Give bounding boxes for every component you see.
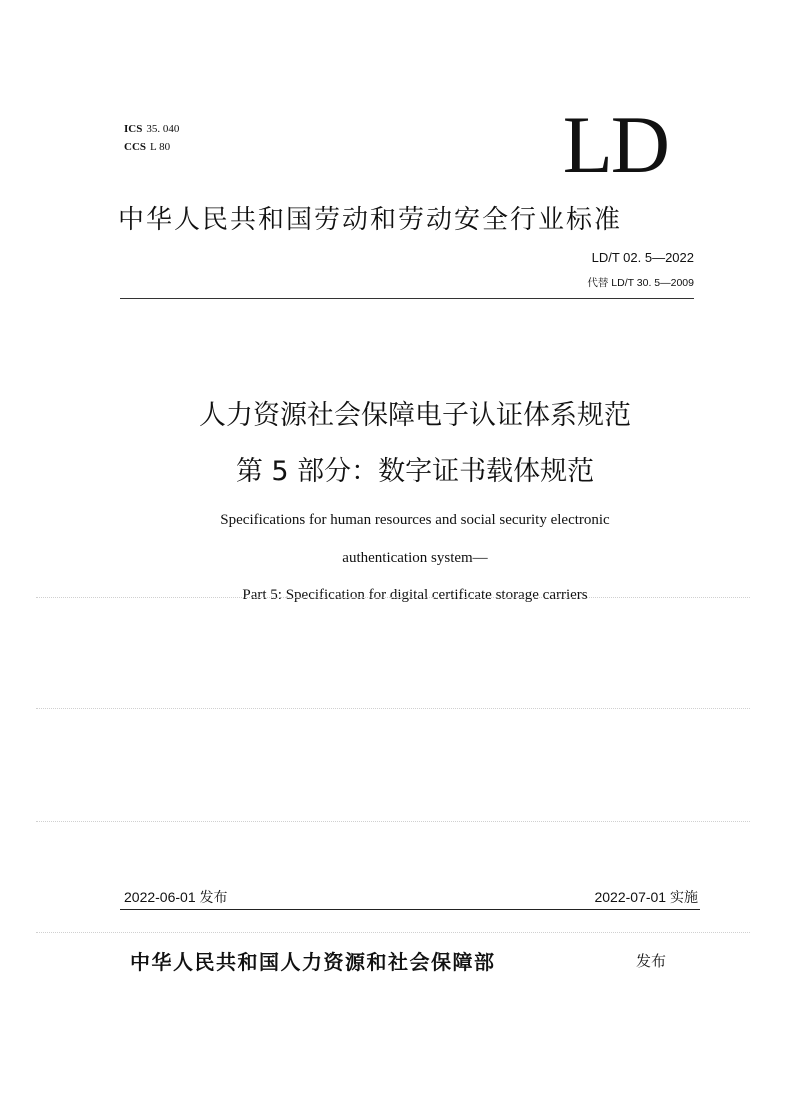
standard-number: LD/T 02. 5—2022 <box>591 250 694 265</box>
ld-logo: LD <box>562 99 668 190</box>
title-english-line-1: Specifications for human resources and social security electronic <box>220 512 610 528</box>
standard-category: 中华人民共和国劳动和劳动安全行业标准 <box>118 205 623 235</box>
ics-value: 35. 040 <box>146 123 180 135</box>
dotted-guide-line <box>36 932 750 933</box>
ccs-label: CCS <box>124 141 147 153</box>
title-english-line-3: Part 5: Specification for digital certificate storage carriers <box>242 587 588 603</box>
publisher-name: 中华人民共和国人力资源和社会保障部 <box>130 950 496 974</box>
title-chinese-line-1: 人力资源社会保障电子认证体系规范 <box>199 400 631 431</box>
dotted-guide-line <box>36 708 750 709</box>
title-english-line-2: authentication system— <box>342 550 488 566</box>
replaces-standard: 代替 LD/T 30. 5—2009 <box>587 277 694 289</box>
ccs-code <box>124 140 170 154</box>
implementation-date: 2022-07-01 实施 <box>594 889 698 905</box>
issue-date: 2022-06-01 发布 <box>124 889 228 905</box>
ccs-value: L 80 <box>150 141 171 153</box>
header-divider <box>120 298 694 299</box>
publish-label: 发布 <box>636 952 667 970</box>
ics-code <box>124 122 179 136</box>
dotted-guide-line <box>36 821 750 822</box>
dotted-guide-line <box>36 597 750 598</box>
footer-divider <box>120 909 700 910</box>
title-chinese-line-2: 第 5 部分：数字证书载体规范 <box>235 456 595 487</box>
ics-label: ICS <box>124 123 143 135</box>
